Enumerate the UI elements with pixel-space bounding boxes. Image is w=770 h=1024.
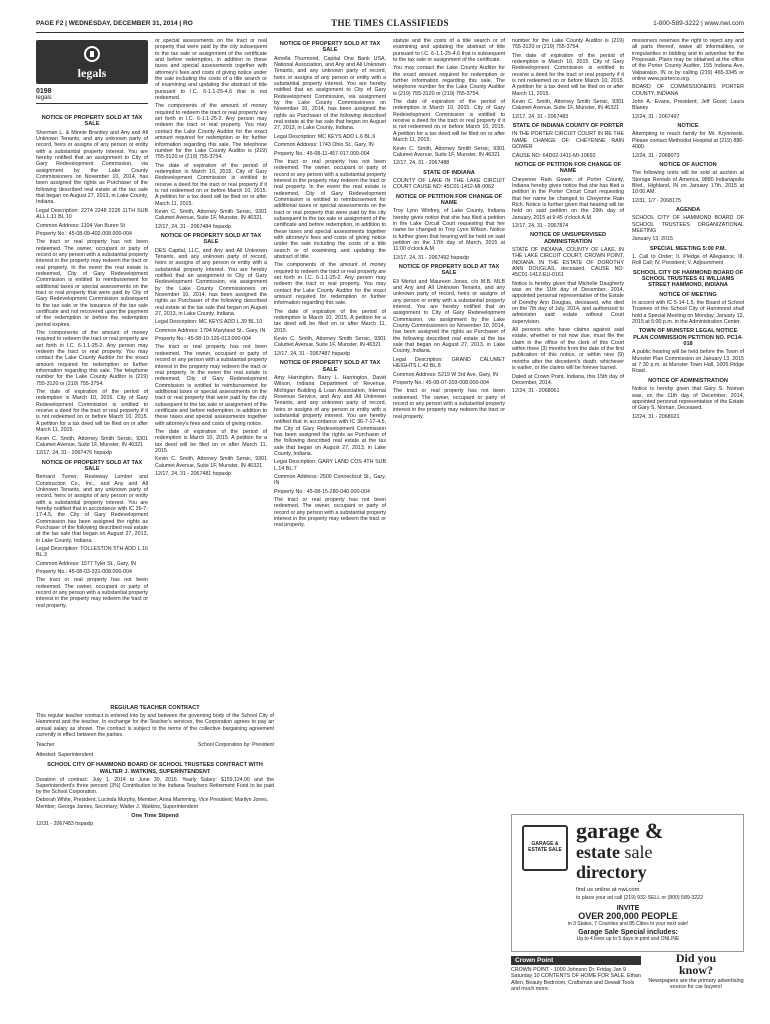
notice-heading: NOTICE OF PETITION FOR CHANGE OF NAME [514, 161, 622, 175]
notice-paragraph: In accord with IC 5-14-1.5, the Board of School Trustees of the School City of Hammond shall hold a Special Meeting on Monday, January 12, 2015 at 5:00 p.m. in the Administration Center. [632, 300, 744, 326]
special-heading: Garage Sale Special includes: [578, 929, 678, 936]
notice-paragraph: Legal Description: 2274 2248 2226 11TH SUB ALL L.11 BL 10 [36, 207, 148, 221]
notice-heading: NOTICE OF PROPERTY SOLD AT TAX SALE [160, 232, 262, 246]
notice-paragraph: Property No.: 45-08-07-203-008.000-004 [393, 379, 489, 386]
notice-heading: STATE OF INDIANA [423, 169, 475, 176]
notice-paragraph: Legal Description: MC KEYS ADD L.39 BL.10 [155, 319, 263, 326]
teacher-contract-text: This regular teacher contract is entered into by and between the governing body of the School City of Hammond and the teacher. In exchange for the Teacher's services, the Corporation agrees to pay an annual salary as shown. The contract is subject to the terms of the collective bargaining agreement currently in effect between the parties. [36, 713, 274, 738]
notice-paragraph: You may contact the Lake County Auditor for the exact amount required for redemption or further information regarding this sale. The telephone number for the Lake County Auditor is (219) 755-3120 or (219) 755-3754. [393, 65, 505, 97]
notice-paragraph: COUNTY OF LAKE IN THE LAKE CIRCUIT COURT CAUSE NO: 45C01-1412-MI-0062 [393, 177, 505, 191]
notice-paragraph: John A. Evans, President; Jeff Good; Laura Blaney [632, 99, 744, 112]
notice-paragraph: 12/31, 1/7 - 2068175 [632, 197, 681, 204]
notice-paragraph: 1. Call to Order; II. Pledge of Allegiance; III. Roll Call; IV. President; V. Adjournment [632, 253, 744, 267]
superintendent-contract-title: SCHOOL CITY OF HAMMOND BOARD OF SCHOOL TRUSTEES CONTRACT WITH WALTER J. WATKINS, SUPERINTENDENT [47, 762, 263, 775]
notice-paragraph: All persons who have claims against said estate, whether or not now due, must file the claim in the office of the clerk of this Court within three (3) months from the date of the first publication of this notice, or within nine (9) months after the decedent's death, whichever is earlier, or the claims will be forever barred. [512, 327, 624, 372]
notice-paragraph: Common Address: 1794 Maryland St., Gary, IN [155, 327, 266, 334]
notice-paragraph: or special assessments on the tract or real property that were paid by the city subsequent to the tax sale or assignment of the certificate and before redemption, in addition to these taxes and special assessments together with attorney's fees and costs of giving notice under the sale including the costs of a title search or of examining and updating the abstract of title pursuant to I.C. 6-1.1-25-4.6 that is not redeemed. [155, 38, 267, 102]
notice-paragraph: SCHOOL CITY OF HAMMOND BOARD OF SCHOOL TRUSTEES ORGANIZATIONAL MEETING [632, 215, 744, 234]
notice-paragraph: Common Address: 1104 Van Buren St [36, 222, 126, 229]
board-signers: Deborah White, President; Lucinda Murphy, Member; Anna Mamming, Vice President; Marilyn Jones, Member; George James, Secretary; Walter J. Watkins, Superintendent [36, 797, 269, 810]
notice-paragraph: Common Address: 5219 W 3rd Ave, Gary, IN [393, 371, 498, 378]
did-you-heading: Did you [675, 951, 717, 965]
page-folio: PAGE F2 | WEDNESDAY, DECEMBER 31, 2014 | RO [36, 20, 193, 27]
notice-paragraph: Property No.: 45-08-03-331-008.000-004 [36, 569, 132, 576]
notice-paragraph: Legal Description: MC KEYS ADD L.6 BL.6 [274, 133, 376, 140]
teacher-contract-title: REGULAR TEACHER CONTRACT [110, 705, 200, 711]
teacher-signature: Teacher [36, 742, 55, 749]
legal-column-6 [632, 38, 744, 808]
notice-heading: NOTICE OF PROPERTY SOLD AT TAX SALE [398, 264, 500, 277]
notice-heading: NOTICE OF PROPERTY SOLD AT TAX SALE [279, 360, 381, 373]
did-you-know-ad [648, 952, 744, 1014]
legals-icon [84, 46, 100, 62]
notice-paragraph: Kevin C. Smith, Attorney Smith Sersic, 9301 Calumet Avenue, Suite 1F, Munster, IN 46321 [155, 456, 267, 469]
category-label: legals [36, 95, 52, 101]
notice-paragraph: The tract or real property has not been redeemed. The owner, occupant or party of record or any person with a substantial property interest in the property may redeem the tract or real property. In the event the real estate is redeemed, City of Gary Redevelopment Commission is entitled to reimbursement for additional taxes or special assessments on the tract or real property that were paid by the city subsequent to the tax sale or assignment of the certificate and before redemption, in addition to these taxes and special assessments together with attorney's fees and costs of giving notice under the sale including the costs of a title search or of examining and updating the abstract of title. [274, 158, 386, 260]
contact-info: 1-800-589-3222 | www.nwi.com [653, 20, 744, 27]
notice-paragraph: BOARD OF COMMISSIONERS PORTER COUNTY, INDIANA [632, 84, 744, 97]
notice-paragraph: 12/24, 31 - 2067497 [632, 113, 680, 120]
place-ad-text: to place your ad call (219) 932-SELL or (800) 589-3222 [576, 895, 703, 901]
notice-paragraph: Kevin C. Smith, Attorney Smith Sersic, 9301 Calumet Avenue, Suite 1F, Munster, IN 46321 [274, 336, 386, 349]
notice-heading: NOTICE OF PROPERTY SOLD AT TAX SALE [41, 115, 143, 128]
legal-column-2 [155, 38, 267, 698]
notice-paragraph: The date of expiration of the period of redemption is March 10, 2015. A petition for a tax deed will be filed on or after March 11, 2015. [274, 308, 386, 334]
notice-paragraph: The date of expiration of the period of redemption is March 10, 2015. A petition for a tax deed will be filed on or after March 11, 2015. [155, 428, 267, 454]
notice-heading: NOTICE OF PETITION FOR CHANGE OF NAME [395, 193, 503, 206]
garage-sale-directory-ad[interactable] [511, 814, 744, 952]
did-you-know-text: Newspapers are the primary advertising source for car buyers! [648, 978, 744, 990]
notice-paragraph: Legal Description: TOLLESTON 5TH ADD L.16 BL.3 [36, 546, 148, 559]
teacher-contract-footer: 12/31 - 2067483 hspaxlp [36, 821, 94, 828]
notice-paragraph: Amy Harrington, Barry L. Harrington, David Wilson, Indiana Department of Revenue, Michigan Building & Loan Association, Internal Revenue Service, and Any and All Unknown Tenants, and any unknown party of record, heirs or assigns of any person or entity with a substantial property interest. You are hereby notified that in accordance with IC 36-7-17-4.5, the City of Gary Redevelopment Commission has been assigned the rights as Purchaser of the following described real estate at the tax sale that began on August 27, 2013, in Lake County, Indiana. [274, 374, 386, 457]
notice-paragraph: Notice is hereby given that Michelle Daugherty was on the 11th day of December, 2014, appointed personal representative of the Estate of Dorothy Ann Douglas, deceased, who died on the 7th day of July, 2014, and authorized to administer said estate without Court supervision. [512, 280, 624, 325]
notice-paragraph: The tract or real property has not been redeemed. The owner, occupant or party of record or any person with a substantial property interest in the property may redeem the tract or real property. [36, 577, 148, 609]
notice-paragraph: Sherman L. & Minnie Brantley and Any and All Unknown Tenants, and any unknown party of record, heirs or assigns of any person or entity with a substantial property interest. You are hereby notified that an assignment to City of Gary Redevelopment Commission, via assignment by the Lake County Commissioners on November 10, 2014, has been assigned the rights as Purchaser of the following described real estate at the tax sale that began on August 27, 2013, in Lake County, Indiana. [36, 129, 148, 206]
crown-point-heading: Crown Point [511, 956, 641, 965]
notice-paragraph: Property No.: 45-08-10-126-013.000-004 [155, 336, 251, 343]
notice-paragraph: 12/17, 24, 31 - 2067488 [393, 160, 450, 167]
notice-paragraph: 12/24, 31 - 2068073 [632, 152, 680, 159]
superintendent-contract-text: Duration of contract: July 1, 2014 to June 30, 2016. Yearly Salary: $159,124.00 and the Superintendent's three percent (3%) Contribution to the Indiana Teachers Retirement Fund to be paid by the School Corporation. [36, 776, 274, 796]
notice-paragraph: The date of expiration of the period of redemption is March 10, 2015. City of Gary Redevelopment Commission is entitled to receive a deed for the tract or real property if it is not redeemed on or before March 10, 2015. A petition for a tax deed will be filed on or after March 11, 2015. [393, 99, 505, 144]
invite-heading: INVITE [616, 905, 640, 912]
notice-paragraph: missioners reserves the right to reject any and all parts thereof, waive all informalities, or irregularities in bidding and to advertise for the Proposals. Plans may be obtained at the office of the Porter County Auditor, 155 Indiana Ave, Valparaiso, IN or by calling (219) 465-3345 or online www.porterco.org. [632, 38, 744, 83]
section-masthead: THE TIMES CLASSIFIEDS [331, 18, 449, 28]
notice-paragraph: The tract or real property has not been redeemed. The owner, occupant or party of record or any person with a substantial property interest in the property may redeem the tract or real property. [393, 388, 505, 420]
notice-paragraph: Common Address: 1577 Tyler St., Gary, IN [36, 560, 136, 567]
notice-heading: NOTICE OF ADMINISTRATION [648, 377, 728, 384]
notice-paragraph: Eli Merlut and Maureen Jones, c/o M.B. MLB and Any and All Unknown Tenants, and any unknown party of record, heirs or assigns of any person or entity with a substantial property interest. You are hereby notified that an assignment to City of Gary Redevelopment Commission, via assignment by the Lake County Commissioners on November 10, 2014, has been assigned the rights as Purchaser of the following described real estate at the tax sale that began on August 27, 2013, in Lake County, Indiana. [393, 278, 505, 355]
legals-banner [36, 40, 148, 84]
crown-point-listing [511, 956, 641, 1012]
invite-block [522, 905, 734, 942]
notice-heading: NOTICE OF UNSUPERVISED ADMINISTRATION [529, 232, 607, 245]
notice-paragraph: 12/17, 24, 31 - 2067874 [512, 222, 569, 229]
notice-heading: AGENDA [675, 206, 701, 213]
notice-paragraph: CAUSE NO: 64D02-1411-MI-10692 [512, 152, 596, 159]
category-heading [36, 88, 148, 104]
notice-heading: STATE OF INDIANA COUNTY OF PORTER [512, 123, 624, 130]
notice-heading: NOTICE OF MEETING [659, 291, 717, 298]
notice-paragraph: The date of expiration of the period of redemption is March 10, 2015. City of Gary Redevelopment Commission is entitled to receive a deed for the tract or real property if it is not redeemed on or before March 10, 2015. A petition for a tax deed will be filed on or after March 11, 2015. [512, 52, 624, 97]
notice-paragraph: Cheyenne Rain Gower, of Porter County, Indiana hereby gives notice that she has filed a petition in the Porter Circuit Court requesting that her name be changed to Cheyenne Rain Rich. Notice is further given that hearing will be held on said petition on the 29th day of January, 2015 at 9:45 o'clock A.M. [512, 176, 624, 221]
crown-point-text: CROWN POINT - 1000 Johnson Dr. Friday Jan 9 Saturday 10 CONTENTS OF HOME FOR SALE. Ethan Allen, Beauty Bedroom, Craftsman and Dewalt Tools and much more. [511, 967, 641, 992]
notice-paragraph: 12/24, 31 - 2068021 [632, 413, 680, 420]
legals-banner-title: legals [77, 66, 107, 80]
notice-paragraph: IN THE PORTER CIRCUIT COURT IN RE THE NAME CHANGE OF: CHEYENNE RAIN GOWER [512, 131, 624, 151]
notice-paragraph: Troy Lynn Winfrey, of Lake County, Indiana hereby gives notice that she has filed a petition in the Lake Circuit Court requesting that her name be changed to Troy Lynn Wilson. Notice is further given that hearing will be held on said petition on the 17th day of March, 2015 at 11:00 o'clock A.M. [393, 208, 505, 253]
directory-title: directory [576, 862, 647, 882]
header-rule [36, 32, 744, 33]
notice-paragraph: 12/17, 24, 31 - 2067487 hspaxlp [274, 350, 350, 357]
attested-line: Attested: Superintendent [36, 752, 94, 759]
stipend-title: One Time Stipend [131, 812, 179, 819]
legal-column-5 [512, 38, 624, 808]
page-header [36, 18, 744, 30]
notice-paragraph: Legal Description: GARY LAND COS 4TH SUB L.14 BL.7 [274, 459, 386, 472]
audience-subtext: in 3 States, 7 Counties and 85 Cities to your next sale! [567, 921, 689, 927]
notice-paragraph: A public hearing will be held before the Town of Munster Plan Commission on January 13, 2015 at 7:30 p.m. at Munster Town Hall, 1005 Ridge Road. [632, 349, 744, 375]
notice-paragraph: Kevin C. Smith, Attorney Smith Sersic, 9301 Calumet Avenue, Suite 1F, Munster, IN 46321 [393, 145, 505, 158]
notice-paragraph: The following units will be sold at auction at Storage Rentals of America, 9880 Indianapolis Blvd., Highland, IN on January 17th, 2015 at 10:00 AM. [632, 170, 744, 196]
notice-paragraph: Common Address: 2500 Connecticut St., Gary, IN [274, 474, 386, 487]
notice-heading: NOTICE OF AUCTION [659, 161, 717, 168]
notice-heading: NOTICE OF PROPERTY SOLD AT TAX SALE [41, 459, 143, 472]
notice-paragraph: Common Address: 1743 Ohio St., Gary, IN [274, 142, 374, 149]
notice-heading: NOTICE OF PROPERTY SOLD AT TAX SALE [279, 41, 381, 54]
notice-paragraph: The components of the amount of money required to redeem the tract or real property are set forth in I.C. 6-1.1-25-2. Any person may redeem the tract or real property. You may contact the Lake County Auditor for the exact amount required for redemption or further information regarding this sale. The telephone number for the Lake County Auditor is (219) 755-3120 or (219) 755-3754. [36, 330, 148, 387]
notice-heading: SCHOOL CITY OF HAMMOND BOARD OF SCHOOL TRUSTEES 41 WILLIAMS STREET HAMMOND, INDIANA [632, 269, 744, 289]
notice-paragraph: Property No.: 45-08-09-402-008.000-004 [36, 230, 132, 237]
notice-paragraph: January 13, 2015 [632, 236, 673, 243]
notice-paragraph: Arnella Thurmond, Capital One Bank USA, National Association, and Any and All Unknown Tenants, and any unknown party of record, heirs or assigns of any person or entity with a substantial property interest. You are hereby notified that an assignment to City of Gary Redevelopment Commission, via assignment by the Lake County Commissioners on November 10, 2014, has been assigned the rights as Purchaser of the following described real estate at the tax sale that began on August 27, 2013, in Lake County, Indiana. [274, 55, 386, 132]
notice-paragraph: Kevin C. Smith, Attorney Smith Sersic, 9301 Calumet Avenue, Suite 1F, Munster, IN 46321 [36, 435, 148, 448]
legal-column-1 [36, 112, 148, 698]
corporation-signature: School Corporation by: President [197, 742, 274, 749]
notice-paragraph: 12/17, 24, 31 - 2067484 hspaxlp [155, 223, 231, 230]
legal-column-4 [393, 38, 505, 1014]
notice-paragraph: Legal Description: GRAND CALUMET HEIGHTS L.42 BL.8 [393, 356, 505, 370]
notice-paragraph: The date of expiration of the period of redemption is March 10, 2015. City of Gary Redevelopment Commission is entitled to receive a deed for the tract or real property if it is not redeemed on or before March 10, 2015. A petition for a tax deed will be filed on or after March 11, 2015. [155, 162, 267, 207]
signature-row [36, 742, 274, 748]
know-heading: know? [678, 963, 713, 977]
find-online-text[interactable]: find us online at nwi.com [576, 887, 640, 893]
notice-paragraph: Bernard Turner, Resleway Lumber and Construction Co., Inc., and Any and All Unknown Tenants, and any unknown party of record, heirs or assigns of any person or entity with a substantial property interest. You are hereby notified that in accordance with IC 36-7-17-4.5, the City of Gary Redevelopment Commission has been assigned the rights as Purchaser of the following described real estate at the tax sale that began on August 27, 2013, in Lake County, Indiana. [36, 474, 148, 544]
notice-paragraph: Kevin C. Smith, Attorney Smith Sersic, 9301 Calumet Avenue, Suite 1F, Munster, IN 46321 [512, 99, 624, 112]
notice-paragraph: 12/24, 31 - 2068061 [512, 388, 560, 395]
notice-heading: TOWN OF MUNSTER LEGAL NOTICE PLAN COMMISSION PETITION NO. PC14-018 [633, 328, 743, 348]
teacher-contract-notice [36, 702, 274, 827]
garage-sale-badge: GARAGE & ESTATE SALE [522, 825, 568, 871]
notice-paragraph: 12/17, 24, 31 - 2067481 hspaxlp [155, 471, 231, 477]
sale-word: sale [624, 842, 653, 862]
audience-heading: OVER 200,000 PEOPLE [578, 911, 678, 921]
special-subtext: Up to 4 lines up to 5 days in print and ONLINE [576, 936, 680, 942]
notice-paragraph: Property No.: 45-08-15-280-040.000-004 [274, 488, 370, 495]
notice-paragraph: Notice is hereby given that Gary S. Noman was, on the 11th day of December, 2014, appointed personal representative of the Estate of Gary S. Noman, Deceased. [632, 386, 744, 412]
notice-paragraph: The tract or real property has not been redeemed. The owner, occupant or party of record or any person with a substantial property interest in the property may redeem the tract or real property. [274, 497, 386, 529]
notice-paragraph: 12/17, 24, 31 - 2067492 hspaxlp [393, 254, 469, 261]
notice-heading: NOTICE [677, 123, 699, 130]
notice-paragraph: Attempting to reach family for Mr. Krynowski. Please contact Methodist Hospital at (219) 886-4000. [632, 131, 744, 151]
notice-paragraph: The components of the amount of money required to redeem the tract or real property are set forth in I.C. 6-1.1-25-2. Any person may redeem the tract or real property. You may contact the Lake County Auditor for the exact amount required for redemption or for further information regarding this sale. The telephone number for the Lake County Auditor is (219) 755-3120 or (219) 755-3754. [155, 103, 267, 161]
notice-paragraph: The tract or real property has not been redeemed. The owner, occupant or party of record or any person with a substantial property interest in the property may redeem the tract or real property. In the event the real estate is redeemed, City of Gary Redevelopment Commission is entitled to reimbursement for additional taxes or special assessments on the tract or real property that were paid by the city subsequent to the tax sale or assignment of the certificate and before redemption, in addition to these taxes and special assessments together with attorney's fees and costs of giving notice. [155, 344, 267, 427]
notice-paragraph: 12/17, 24, 31 - 2067476 hspaxlp [36, 450, 112, 457]
notice-paragraph: Dated at Crown Point, Indiana, this 15th day of December, 2014. [512, 373, 624, 386]
category-number: 0198 [36, 88, 52, 95]
notice-paragraph: statute and the costs of a title search or of examining and updating the abstract of title pursuant to I.C. 6-1.1-25-4.6 that is subsequent to the tax sale or assignment of the certificate. [393, 38, 505, 64]
notice-paragraph: STATE OF INDIANA, COUNTY OF LAKE, IN THE LAKE CIRCUIT COURT, CROWN POINT, INDIANA. IN THE ESTATE OF DOROTHY ANN DOUGLAS, deceased. CAUSE NO: 45C01-1412-EU-0161 [512, 246, 624, 279]
notice-heading: SPECIAL MEETING 5:00 P.M. [649, 245, 727, 252]
garage-title: garage & [576, 818, 664, 843]
notice-paragraph: number for the Lake County Auditor is (219) 755-3120 or (219) 755-3754. [512, 38, 624, 51]
notice-paragraph: Kevin C. Smith, Attorney Smith Sersic, 9301 Calumet Avenue, Suite 1F, Munster, IN 46321 [155, 208, 267, 222]
legal-column-3 [274, 38, 386, 1014]
notice-paragraph: The components of the amount of money required to redeem the tract or real property are set forth in I.C. 6-1.1-25-2. Any person may redeem the tract or real property. You may contact the Lake County Auditor for the exact amount required for redemption or further information regarding this sale. [274, 262, 386, 307]
notice-paragraph: 12/17, 24, 31 - 2067483 [512, 113, 569, 120]
estate-sale-title [576, 843, 652, 861]
notice-paragraph: The tract or real property has not been redeemed. The owner, occupant or party of record or any person with a substantial property interest in the property may redeem the tract or real property. In the event the real estate is redeemed, City of Gary Redevelopment Commission is entitled to reimbursement for additional taxes or special assessments on the tract or real property that were paid by City of Gary Redevelopment Commission subsequent to the tax sale or the issuance of the tax sale certificate and not recovered upon the payment of the redemption or before the redemption period expires. [36, 239, 148, 328]
notice-paragraph: DES Capital, LLC, and Any and All Unknown Tenants, and any unknown party of record, heirs or assigns of any person or entity with a substantial property interest. You are hereby notified that an assignment to City of Gary Redevelopment Commission, via assignment by the Lake County Commissioners on November 10, 2014, has been assigned the rights as Purchaser of the following described real estate at the tax sale that began on August 27, 2013, in Lake County, Indiana. [155, 247, 267, 318]
notice-paragraph: Property No.: 45-08-11-457-017.000-004 [274, 150, 370, 157]
estate-word: estate [576, 842, 620, 862]
notice-paragraph: The date of expiration of the period of redemption is March 10, 2015. City of Gary Redevelopment Commission is entitled to receive a deed for the tract or real property if it is not redeemed on or before March 10, 2015. A petition for a tax deed will be filed on or after March 11, 2015. [36, 389, 148, 434]
